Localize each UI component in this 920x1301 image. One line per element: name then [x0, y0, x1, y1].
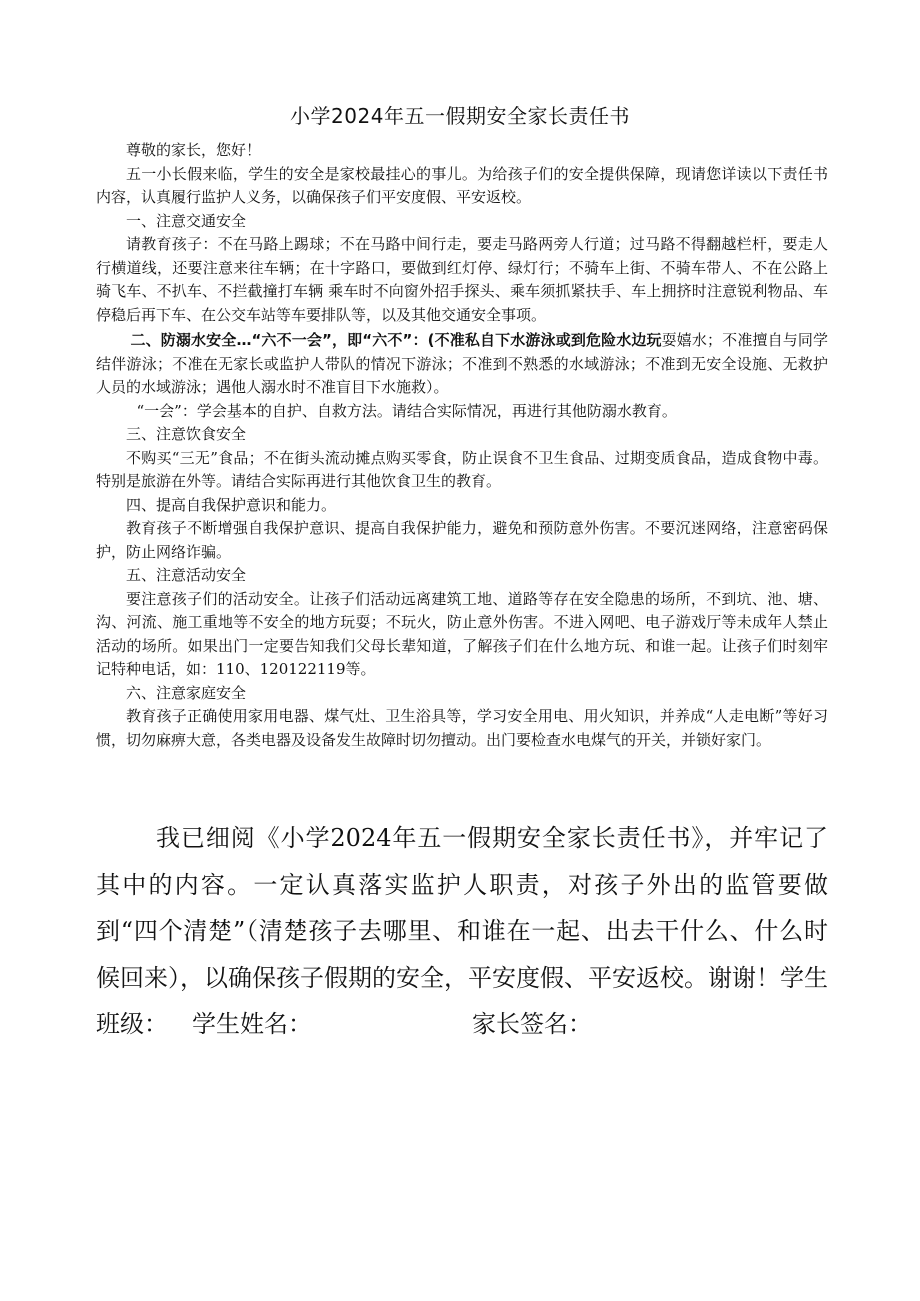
- section-4-text: 教育孩子不断增强自我保护意识、提高自我保护能力，避免和预防意外伤害。不要沉迷网络，注意密码保护，防止网络诈骗。: [96, 519, 828, 561]
- pledge-text: [96, 815, 828, 1048]
- section-5-heading: 五、注意活动安全: [126, 566, 247, 584]
- section-3-heading: 三、注意饮食安全: [126, 425, 247, 443]
- pledge-block: [96, 815, 828, 1048]
- section-3-text: 不购买“三无”食品；不在街头流动摊点购买零食，防止误食不卫生食品、过期变质食品，造成食物中毒。特别是旅游在外等。请结合实际再进行其他饮食卫生的教育。: [96, 448, 828, 490]
- student-class-label: 学生班级：: [96, 963, 828, 1038]
- section-6-text: 教育孩子正确使用家用电器、煤气灶、卫生浴具等，学习安全用电、用火知识，并养成“人走电断”等好习惯，切勿麻痹大意，各类电器及设备发生故障时切勿擅动。出门要检查水电煤气的开关，并锁好家门。: [96, 707, 828, 749]
- pledge-paragraph: 我已细阅《小学2024年五一假期安全家长责任书》，并牢记了其中的内容。一定认真落实监护人职责，对孩子外出的监管要做到“四个清楚”（清楚孩子去哪里、和谁在一起、出去干什么、什么时候回来），以确保孩子假期的安全，平安度假、平安返校。谢谢！: [96, 824, 828, 992]
- section-4-heading: 四、提高自我保护意识和能力。: [126, 495, 337, 514]
- student-name-label: 学生姓名：: [192, 1010, 312, 1038]
- section-1-text: 请教育孩子：不在马路上踢球；不在马路中间行走，要走马路两旁人行道；过马路不得翻越栏杆，要走人行横道线，还要注意来往车辆；在十字路口，要做到红灯停、绿灯行；不骑车上街、不骑车带人、不在公路上骑飞车、不扒车、不拦截撞打车辆 乘车时不向窗外招手探头、乘车须抓紧扶手、车上拥挤时注意锐利物品、车停稳后再下车、在公交车站等车要排队等，以及其他交通安全事项。: [96, 235, 828, 324]
- parent-signature-label: 家长签名：: [472, 1010, 592, 1038]
- section-2-heading-bold: 二、防溺水安全…“六不一会”，即“六不”：(不准私自下水游泳或到危险水边玩: [130, 331, 662, 349]
- document-body: [96, 139, 828, 752]
- section-2-heading: [96, 329, 828, 400]
- section-5-text: 要注意孩子们的活动安全。让孩子们活动远离建筑工地、道路等存在安全隐患的场所，不到坑、池、塘、沟、河流、施工重地等不安全的地方玩耍；不玩火，防止意外伤害。不进入网吧、电子游戏厅等未成年人禁止活动的场所。如果出门一定要告知我们父母长辈知道，了解孩子们在什么地方玩、和谁一起。让孩子们时刻牢记特种电话，如：110、120122119等。: [96, 589, 828, 678]
- section-2-text: 耍嬉水；不准擅自与同学结伴游泳；不准在无家长或监护人带队的情况下游泳；不准到不熟悉的水域游泳；不准到无安全设施、无救护人员的水域游泳；遇他人溺水时不准盲目下水施救）。: [96, 331, 828, 396]
- document-title: 小学2024年五一假期安全家长责任书: [290, 104, 630, 128]
- greeting: 尊敬的家长，您好！: [126, 141, 262, 159]
- section-6-heading: 六、注意家庭安全: [126, 683, 247, 702]
- intro-paragraph: 五一小长假来临，学生的安全是家校最挂心的事儿。为给孩子们的安全提供保障，现请您详读以下责任书内容，认真履行监护人义务，以确保孩子们平安度假、平安返校。: [96, 164, 828, 206]
- section-1-heading: 一、注意交通安全: [126, 211, 247, 230]
- section-2-extra: “一会”：学会基本的自护、自救方法。请结合实际情况，再进行其他防溺水教育。: [136, 401, 677, 420]
